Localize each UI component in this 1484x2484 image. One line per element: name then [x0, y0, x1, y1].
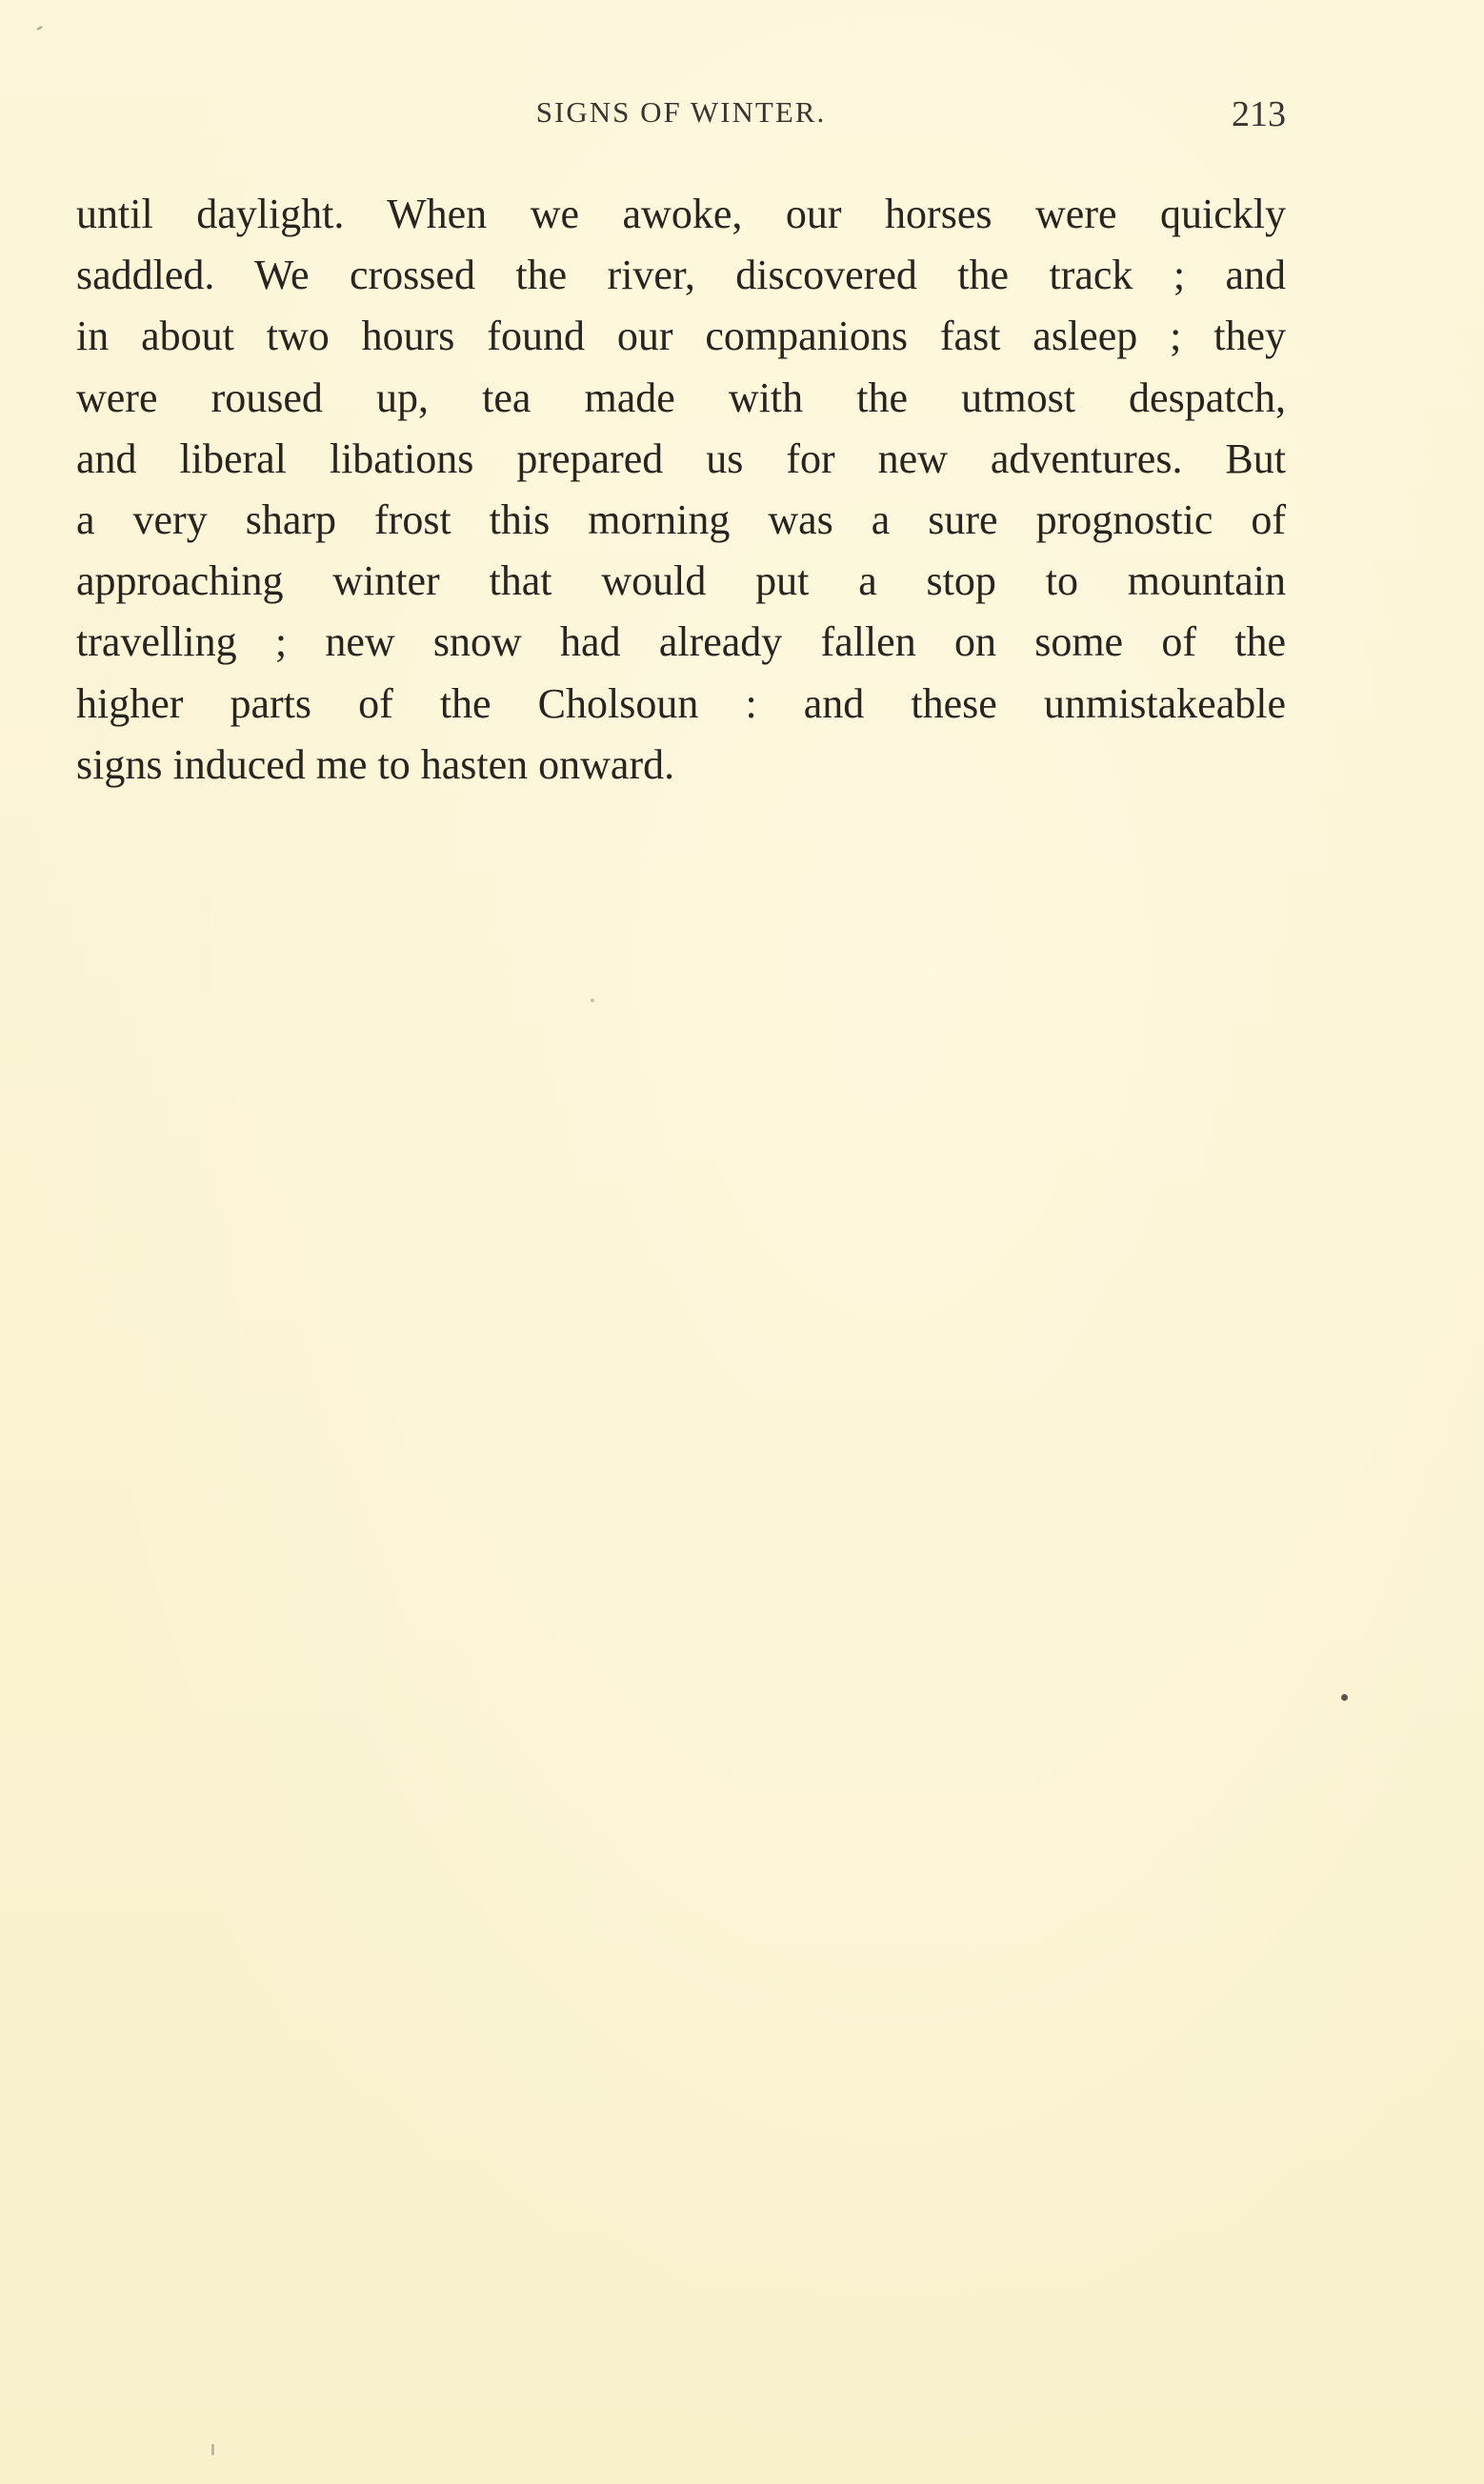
text-line: travelling ; new snow had already fallen on some of the [76, 618, 1286, 666]
text-line: until daylight. When we awoke, our horses were quickly [76, 191, 1286, 237]
text-line: signs induced me to hasten onward. [76, 740, 675, 788]
running-title: SIGNS OF WINTER. [535, 95, 827, 129]
paper-speck [36, 25, 44, 30]
text-line: a very sharp frost this morning was a sure prognostic of [76, 495, 1286, 543]
text-line: in about two hours found our companions fast asleep ; they [76, 313, 1286, 360]
text-line: approaching winter that would put a stop to mountain [76, 557, 1286, 605]
running-head [76, 95, 1286, 156]
paper-speck [211, 2444, 214, 2455]
paper-speck [591, 999, 594, 1002]
text-line: were roused up, tea made with the utmost despatch, [76, 374, 1286, 421]
body-paragraph [76, 184, 1286, 796]
text-line: higher parts of the Cholsoun : and these unmistakeable [76, 679, 1286, 727]
text-line: and liberal libations prepared us for new adventures. But [76, 434, 1286, 482]
paper-speck [1341, 1694, 1348, 1701]
text-line: saddled. We crossed the river, discovered the track ; and [76, 252, 1286, 299]
page-number: 213 [1232, 94, 1286, 134]
